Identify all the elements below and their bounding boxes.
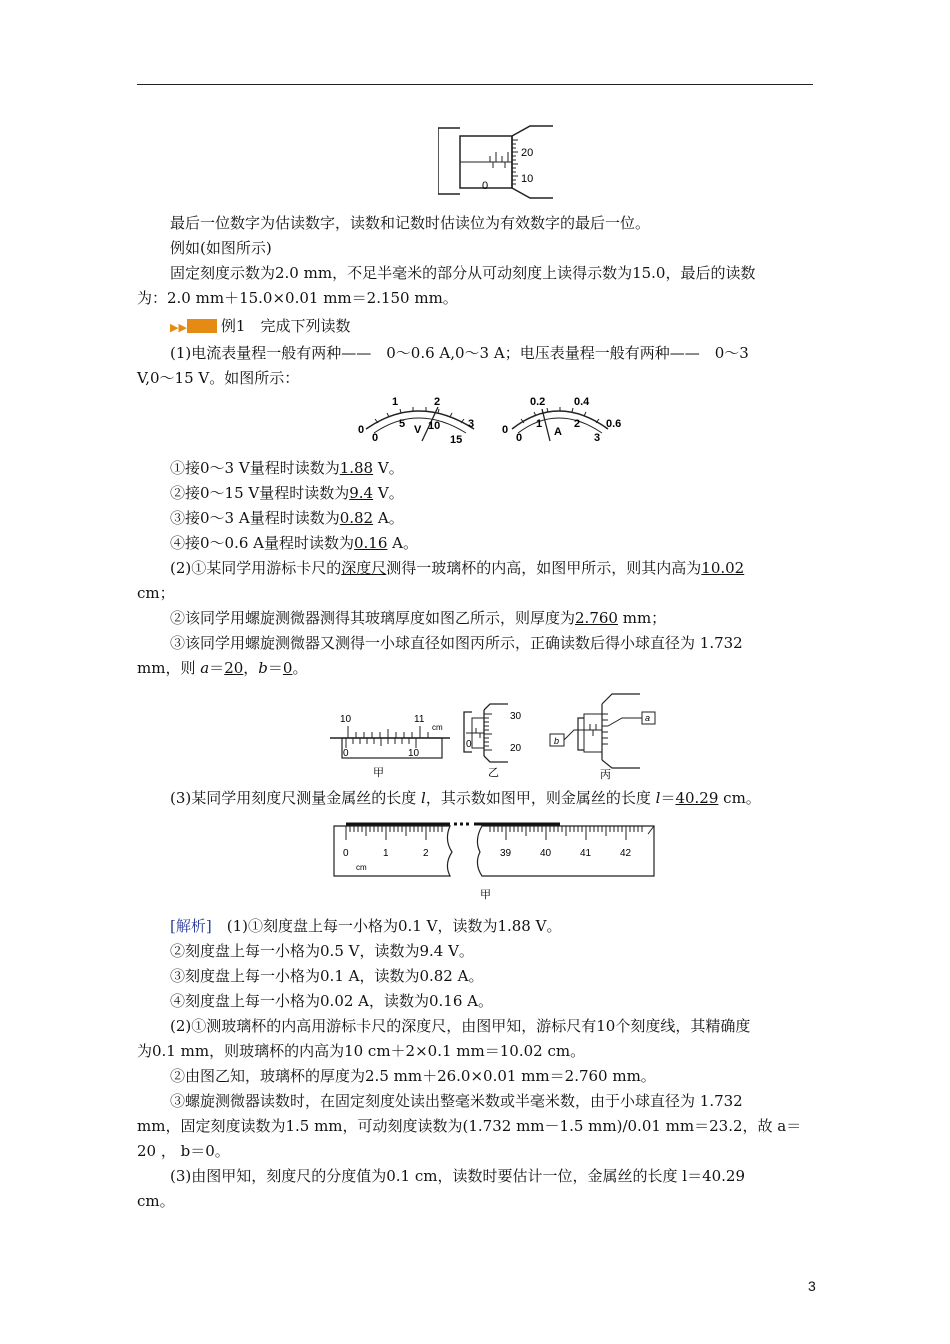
- solution-line-7c: 20 ， b＝0。: [137, 1142, 230, 1160]
- answer-4: 0.16: [354, 534, 388, 552]
- example-heading: ▶▶ 例1 完成下列读数: [170, 317, 351, 335]
- box-b: b: [554, 736, 560, 746]
- ammeter-bottom-1: 1: [536, 418, 543, 430]
- ruler-n41: 41: [580, 848, 592, 859]
- ammeter-bottom-2: 2: [574, 418, 581, 430]
- ruler-n40: 40: [540, 848, 552, 859]
- solution-line-4: ④刻度盘上每一小格为0.02 A，读数为0.16 A。: [170, 992, 493, 1010]
- intro-line-3a: 固定刻度示数为2.0 mm，不足半毫米的部分从可动刻度上读得示数为15.0，最后的读数: [170, 264, 756, 282]
- caliper-label: 甲: [373, 767, 384, 779]
- page-number: 3: [808, 1278, 816, 1294]
- reading-4: ④接0～0.6 A量程时读数为0.16 A。: [170, 534, 419, 552]
- ammeter-bottom-3: 3: [594, 432, 601, 444]
- solution-line-6: ②由图乙知，玻璃杯的厚度为2.5 mm＋26.0×0.01 mm＝2.760 mm。: [170, 1067, 656, 1085]
- micrometer-yi-figure: [462, 700, 542, 782]
- solution-line-5a: (2)①测玻璃杯的内高用游标卡尺的深度尺，由图甲知，游标尺有10个刻度线，其精确度: [170, 1017, 751, 1035]
- solution-line-8a: (3)由图甲知，刻度尺的分度值为0.1 cm，读数时要估计一位，金属丝的长度 l＝40.29: [170, 1167, 746, 1185]
- q2-3-line-a: ③该同学用螺旋测微器又测得一小球直径如图丙所示，正确读数后得小球直径为 1.732: [170, 634, 743, 652]
- ammeter-bottom-0: 0: [516, 432, 523, 444]
- micrometer-yi-30: 30: [510, 711, 522, 722]
- solution-line-8b: cm。: [137, 1192, 175, 1210]
- voltmeter-top-2: 2: [434, 396, 441, 408]
- voltmeter-top-1: 1: [392, 396, 399, 408]
- intro-line-1: 最后一位数字为估读数字，读数和记数时估读位为有效数字的最后一位。: [170, 214, 651, 232]
- ruler-n1: 1: [383, 848, 389, 859]
- micrometer-figure: [438, 122, 553, 200]
- ammeter-zero-left: 0: [502, 424, 509, 436]
- ruler-label: 甲: [480, 889, 491, 901]
- solution-line-2: ②刻度盘上每一小格为0.5 V，读数为9.4 V。: [170, 942, 474, 960]
- ruler-n2: 2: [423, 848, 429, 859]
- solution-line-7a: ③螺旋测微器读数时，在固定刻度处读出整毫米数或半毫米数，由于小球直径为 1.732: [170, 1092, 743, 1110]
- voltmeter-unit: V: [414, 424, 422, 436]
- answer-3: 0.82: [339, 509, 374, 527]
- ammeter-unit: A: [554, 426, 562, 438]
- solution-line-1: [解析] (1)①刻度盘上每一小格为0.1 V，读数为1.88 V。: [170, 917, 562, 935]
- arrow-icon: ▶▶: [170, 321, 187, 334]
- answer-inner-height: 10.02: [701, 559, 745, 577]
- depth-gauge-term: 深度尺: [341, 559, 387, 577]
- q1-line-b: V,0～15 V。如图所示：: [137, 369, 300, 387]
- q2-1-line: (2)①某同学用游标卡尺的深度尺测得一玻璃杯的内高，如图甲所示，则其内高为10.02: [170, 559, 745, 577]
- answer-thickness: 2.760: [575, 609, 618, 627]
- ammeter-dial: [498, 393, 630, 445]
- answer-b: 0: [282, 659, 293, 677]
- solution-line-5b: 为0.1 mm，则玻璃杯的内高为10 cm＋2×0.1 mm＝10.02 cm。: [137, 1042, 586, 1060]
- caliper-vernier-0: 0: [343, 748, 349, 759]
- answer-2: 9.4: [349, 484, 374, 502]
- caliper-main-11: 11: [414, 714, 425, 725]
- micrometer-scale-20: 20: [521, 147, 534, 159]
- ruler-n39: 39: [500, 848, 512, 859]
- ammeter-top-02: 0.2: [530, 396, 546, 408]
- micrometer-yi-0: 0: [466, 739, 472, 750]
- ammeter-top-06: 0.6: [606, 418, 622, 430]
- reading-3: ③接0～3 A量程时读数为0.82 A。: [170, 509, 404, 527]
- micrometer-bing-label: 丙: [600, 769, 611, 781]
- intro-line-3b: 为：2.0 mm＋15.0×0.01 mm＝2.150 mm。: [137, 289, 458, 307]
- solution-line-3: ③刻度盘上每一小格为0.1 A，读数为0.82 A。: [170, 967, 484, 985]
- voltmeter-bottom-15: 15: [450, 434, 463, 445]
- micrometer-scale-10: 10: [521, 173, 534, 185]
- reading-2: ②接0～15 V量程时读数为9.4 V。: [170, 484, 404, 502]
- q2-3-line-b: mm，则 a＝20，b＝0。: [137, 659, 308, 677]
- box-a: a: [645, 713, 651, 723]
- q2-2-line: ②该同学用螺旋测微器测得其玻璃厚度如图乙所示，则厚度为2.760 mm；: [170, 609, 667, 627]
- example-tag-icon: [187, 319, 217, 333]
- caliper-unit: cm: [432, 723, 443, 732]
- q2-1-end: cm；: [137, 584, 175, 602]
- intro-line-2: 例如(如图所示): [170, 239, 272, 257]
- micrometer-yi-20: 20: [510, 743, 522, 754]
- q3-line: (3)某同学用刻度尺测量金属丝的长度 l，其示数如图甲，则金属丝的长度 l＝40.29 cm。: [170, 789, 761, 807]
- header-rule: [137, 84, 813, 85]
- solution-line-7b: mm，固定刻度读数为1.5 mm，可动刻度读数为(1.732 mm－1.5 mm)/0.01 mm＝23.2，故 a＝: [137, 1117, 802, 1135]
- voltmeter-top-3: 3: [468, 418, 475, 430]
- micrometer-yi-label: 乙: [488, 767, 499, 779]
- micrometer-bing-figure: [548, 688, 658, 782]
- voltmeter-zero-left: 0: [358, 424, 365, 436]
- reading-1: ①接0～3 V量程时读数为1.88 V。: [170, 459, 404, 477]
- answer-length: 40.29: [675, 789, 719, 807]
- voltmeter-bottom-10: 10: [428, 420, 441, 432]
- answer-a: 20: [224, 659, 244, 677]
- analysis-tag: [解析]: [170, 917, 212, 935]
- q1-line-a: (1)电流表量程一般有两种—— 0～0.6 A,0～3 A；电压表量程一般有两种—— 0～3: [170, 344, 749, 362]
- caliper-main-10: 10: [340, 714, 352, 725]
- ruler-n42: 42: [620, 848, 632, 859]
- voltmeter-dial: [356, 393, 486, 445]
- vernier-caliper-figure: [326, 710, 456, 782]
- caliper-vernier-10: 10: [408, 748, 420, 759]
- ruler-figure: [332, 818, 658, 906]
- answer-1: 1.88: [339, 459, 374, 477]
- ammeter-top-04: 0.4: [574, 396, 590, 408]
- ruler-n0: 0: [343, 848, 349, 859]
- ruler-unit: cm: [356, 863, 367, 872]
- voltmeter-bottom-5: 5: [399, 418, 406, 430]
- voltmeter-bottom-0: 0: [372, 432, 379, 444]
- micrometer-main-0: 0: [482, 180, 489, 192]
